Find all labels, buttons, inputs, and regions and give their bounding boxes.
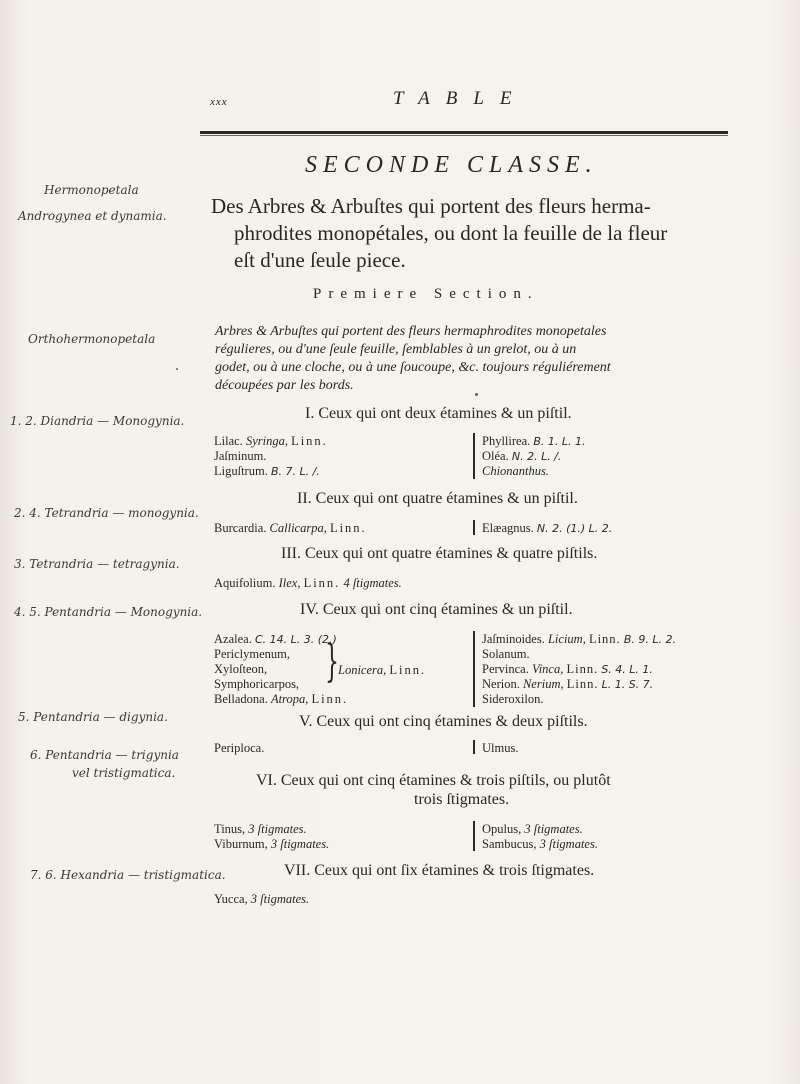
section-description-line: découpées par les bords. (215, 378, 354, 393)
column-divider (473, 740, 475, 754)
brace-glyph: } (325, 636, 339, 687)
class-intro-line: Des Arbres & Arbuſtes qui portent des fleurs herma- (211, 194, 651, 218)
class-title: SECONDE CLASSE. (305, 152, 598, 178)
margin-note-section: Orthohermonopetala (28, 332, 156, 346)
paper-speck (176, 368, 178, 370)
section-description-line: godet, ou à une cloche, ou à une ſoucoupe, &c. toujours réguliérement (215, 360, 611, 375)
plant-entry: Oléa. N. 2. L. /. (482, 449, 562, 463)
handwritten-annotation: B. 1. L. 1. (533, 435, 586, 448)
group-heading: VII. Ceux qui ont ſix étamines & trois ſtigmates. (284, 862, 595, 879)
plant-entry: Belladona. Atropa, Linn. (214, 692, 349, 706)
section-title: Premiere Section. (313, 286, 539, 302)
handwritten-annotation: L. 1. S. 7. (601, 678, 654, 691)
plant-entry: Elæagnus. N. 2. (1.) L. 2. (482, 521, 613, 535)
plant-entry: Symphoricarpos, (214, 677, 300, 691)
plant-entry: Tinus, 3 ſtigmates. (214, 822, 307, 836)
margin-note-group-2: 2. 4. Tetrandria — monogynia. (14, 506, 199, 520)
header-rule-thin (200, 135, 728, 136)
margin-note-group-5: 5. Pentandria — digynia. (18, 710, 168, 724)
margin-note-class-2: Androgynea et dynamia. (18, 209, 167, 223)
brace-label: Lonicera, Linn. (338, 663, 427, 677)
group-heading: II. Ceux qui ont quatre étamines & un piſtil. (297, 490, 578, 507)
handwritten-annotation: N. 2. (1.) L. 2. (536, 522, 613, 535)
class-intro (211, 193, 731, 274)
handwritten-annotation: N. 2. L. /. (511, 450, 562, 463)
margin-note-group-1: 1. 2. Diandria — Monogynia. (10, 414, 185, 428)
paper-speck (475, 393, 478, 396)
plant-entry: Yucca, 3 ſtigmates. (214, 892, 310, 906)
page-folio: xxx (210, 96, 228, 108)
plant-entry: Azalea. C. 14. L. 3. (2.) (214, 632, 337, 646)
plant-entry: Xyloſteon, (214, 662, 268, 676)
handwritten-annotation: C. 14. L. 3. (2.) (254, 633, 337, 646)
column-divider (473, 821, 475, 851)
plant-entry: Jaſminum. (214, 449, 267, 463)
margin-note-group-3: 3. Tetrandria — tetragynia. (14, 557, 180, 571)
group-heading: VI. Ceux qui ont cinq étamines & trois piſtils, ou plutôt (256, 772, 611, 789)
column-divider (473, 433, 475, 479)
plant-entry: Viburnum, 3 ſtigmates. (214, 837, 330, 851)
plant-entry: Sambucus, 3 ſtigmates. (482, 837, 598, 851)
plant-entry: Lilac. Syringa, Linn. (214, 434, 328, 448)
handwritten-annotation: B. 7. L. /. (270, 465, 320, 478)
header-rule (200, 131, 728, 134)
plant-entry: Periclymenum, (214, 647, 291, 661)
plant-entry: Pervinca. Vinca, Linn. S. 4. L. 1. (482, 662, 653, 676)
plant-entry: Ulmus. (482, 741, 519, 755)
plant-entry: Opulus, 3 ſtigmates. (482, 822, 583, 836)
margin-note-group-6: 6. Pentandria — trigynia (30, 748, 179, 762)
plant-entry: Chionanthus. (482, 464, 550, 478)
plant-entry: Periploca. (214, 741, 265, 755)
margin-note-group-6b: vel tristigmatica. (72, 766, 176, 780)
handwritten-annotation: S. 4. L. 1. (601, 663, 653, 676)
running-title: TABLE (393, 88, 528, 109)
group-heading-cont: trois ſtigmates. (414, 791, 510, 808)
plant-entry: Jaſminoides. Licium, Linn. B. 9. L. 2. (482, 632, 676, 646)
margin-note-class-1: Hermonopetala (44, 183, 139, 197)
group-heading: IV. Ceux qui ont cinq étamines & un piſtil. (300, 601, 573, 618)
plant-entry: Burcardia. Callicarpa, Linn. (214, 521, 367, 535)
plant-entry: Aquifolium. Ilex, Linn. 4 ſtigmates. (214, 576, 402, 590)
margin-note-group-7: 7. 6. Hexandria — tristigmatica. (30, 868, 226, 882)
margin-note-group-4: 4. 5. Pentandria — Monogynia. (14, 605, 203, 619)
column-divider (473, 520, 475, 535)
section-description-line: régulieres, ou d'une ſeule feuille, ſemblables à un grelot, ou à un (215, 342, 577, 357)
plant-entry: Nerion. Nerium, Linn. L. 1. S. 7. (482, 677, 654, 691)
plant-entry: Liguſtrum. B. 7. L. /. (214, 464, 320, 478)
plant-entry: Solanum. (482, 647, 530, 661)
handwritten-annotation: B. 9. L. 2. (623, 633, 676, 646)
group-heading: V. Ceux qui ont cinq étamines & deux piſtils. (299, 713, 588, 730)
class-intro-line: eſt d'une ſeule piece. (234, 248, 406, 272)
class-intro-line: phrodites monopétales, ou dont la feuille de la fleur (234, 221, 668, 245)
group-heading: I. Ceux qui ont deux étamines & un piſtil. (305, 405, 572, 422)
plant-entry: Sideroxilon. (482, 692, 544, 706)
plant-entry: Phyllirea. B. 1. L. 1. (482, 434, 586, 448)
section-description-line: Arbres & Arbuſtes qui portent des fleurs hermaphrodites monopetales (215, 324, 607, 339)
section-description (215, 323, 733, 395)
column-divider (473, 631, 475, 707)
group-heading: III. Ceux qui ont quatre étamines & quatre piſtils. (281, 545, 598, 562)
